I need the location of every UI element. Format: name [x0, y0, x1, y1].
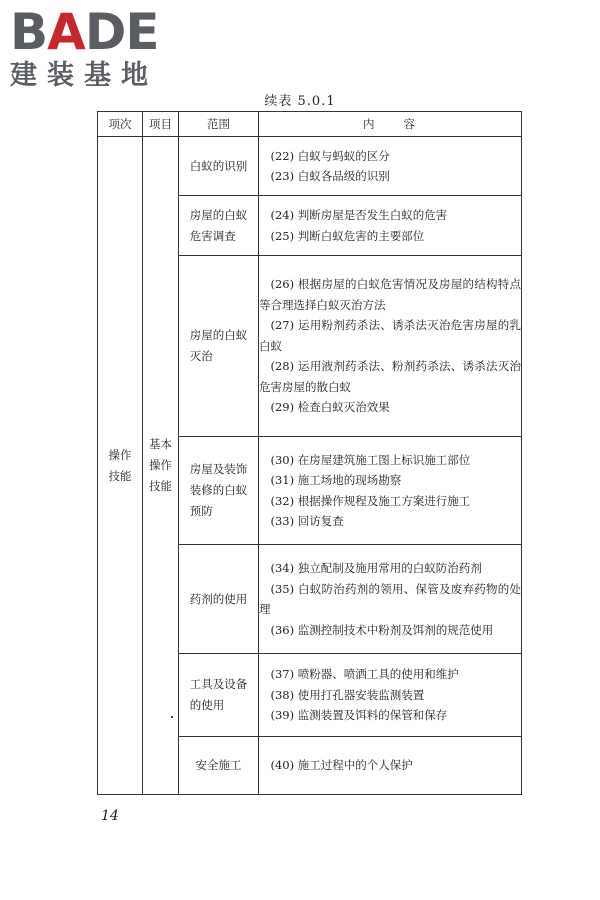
- content-line: (35) 白蚁防治药剂的领用、保管及废弃药物的处理: [259, 581, 521, 616]
- logo: [10, 3, 180, 92]
- scope-label: 房屋的白蚁 危害调查: [189, 207, 248, 243]
- scope-cell: [179, 737, 259, 795]
- header-content: 内 容: [259, 112, 522, 137]
- header-category: 项次: [98, 112, 143, 137]
- scope-label: 工具及设备 的使用: [189, 677, 248, 712]
- scope-label: 安全施工: [195, 758, 242, 772]
- item-label: 基本 操作 技能: [149, 437, 172, 493]
- content-line: (25) 判断白蚁危害的主要部位: [270, 228, 425, 243]
- content-cell: [259, 545, 522, 654]
- scope-label: 药剂的使用: [189, 591, 248, 606]
- content-cell: [259, 196, 522, 256]
- stray-mark: [171, 716, 173, 718]
- content-cell: [259, 737, 522, 795]
- content-line: (26) 根据房屋的白蚁危害情况及房屋的结构特点等合理选择白蚁灭治方法: [259, 277, 521, 312]
- content-line: (29) 检查白蚁灭治效果: [270, 400, 390, 415]
- content-line: (38) 使用打孔器安装监测装置: [270, 687, 425, 702]
- scope-cell: [179, 196, 259, 256]
- scope-cell: [179, 545, 259, 654]
- content-line: (27) 运用粉剂药杀法、诱杀法灭治危害房屋的乳白蚁: [259, 318, 521, 353]
- content-line: (39) 监测装置及饵料的保管和保存: [270, 708, 448, 723]
- content-line: (28) 运用液剂药杀法、粉剂药杀法、诱杀法灭治危害房屋的散白蚁: [259, 359, 521, 394]
- content-line: (24) 判断房屋是否发生白蚁的危害: [270, 208, 448, 222]
- content-line: (30) 在房屋建筑施工图上标识施工部位: [270, 452, 471, 467]
- scope-cell: [179, 137, 259, 196]
- content-line: (37) 喷粉器、喷洒工具的使用和维护: [270, 667, 459, 682]
- content-line: (36) 监测控制技术中粉剂及饵剂的规范使用: [270, 622, 494, 637]
- table-header-row: [98, 112, 522, 137]
- content-line: (33) 回访复查: [270, 514, 344, 528]
- page-number: 14: [101, 808, 119, 824]
- item-cell: [143, 137, 179, 795]
- logo-wordmark: [10, 3, 180, 61]
- content-line: (23) 白蚁各品级的识别: [270, 169, 390, 183]
- skills-table: [97, 111, 522, 795]
- logo-letter-accent: A: [47, 3, 85, 61]
- logo-subtitle: 建装基地: [10, 60, 158, 91]
- logo-letters-prefix: B: [10, 3, 48, 61]
- scope-cell: [179, 654, 259, 737]
- content-line: (32) 根据操作规程及施工方案进行施工: [270, 493, 471, 508]
- header-scope: 范围: [179, 112, 259, 137]
- content-line: (40) 施工过程中的个人保护: [270, 758, 413, 773]
- table-row: [98, 137, 522, 196]
- content-line: (31) 施工场地的现场勘察: [270, 473, 402, 487]
- table-caption: 续表 5.0.1: [264, 94, 336, 109]
- content-line: (34) 独立配制及施用常用的白蚁防治药剂: [270, 561, 482, 575]
- scope-label: 白蚁的识别: [189, 158, 248, 173]
- category-cell: [98, 137, 143, 795]
- content-cell: [259, 437, 522, 545]
- scope-cell: [179, 256, 259, 437]
- content-cell: [259, 256, 522, 437]
- header-item: 项目: [143, 112, 179, 137]
- scope-label: 房屋的白蚁 灭治: [189, 328, 248, 363]
- category-label: 操作 技能: [108, 447, 132, 483]
- content-line: (22) 白蚁与蚂蚁的区分: [270, 148, 390, 163]
- scope-label: 房屋及装饰 装修的白蚁 预防: [189, 462, 248, 518]
- scope-cell: [179, 437, 259, 545]
- logo-letters-suffix: DE: [84, 3, 159, 61]
- content-cell: [259, 654, 522, 737]
- content-cell: [259, 137, 522, 196]
